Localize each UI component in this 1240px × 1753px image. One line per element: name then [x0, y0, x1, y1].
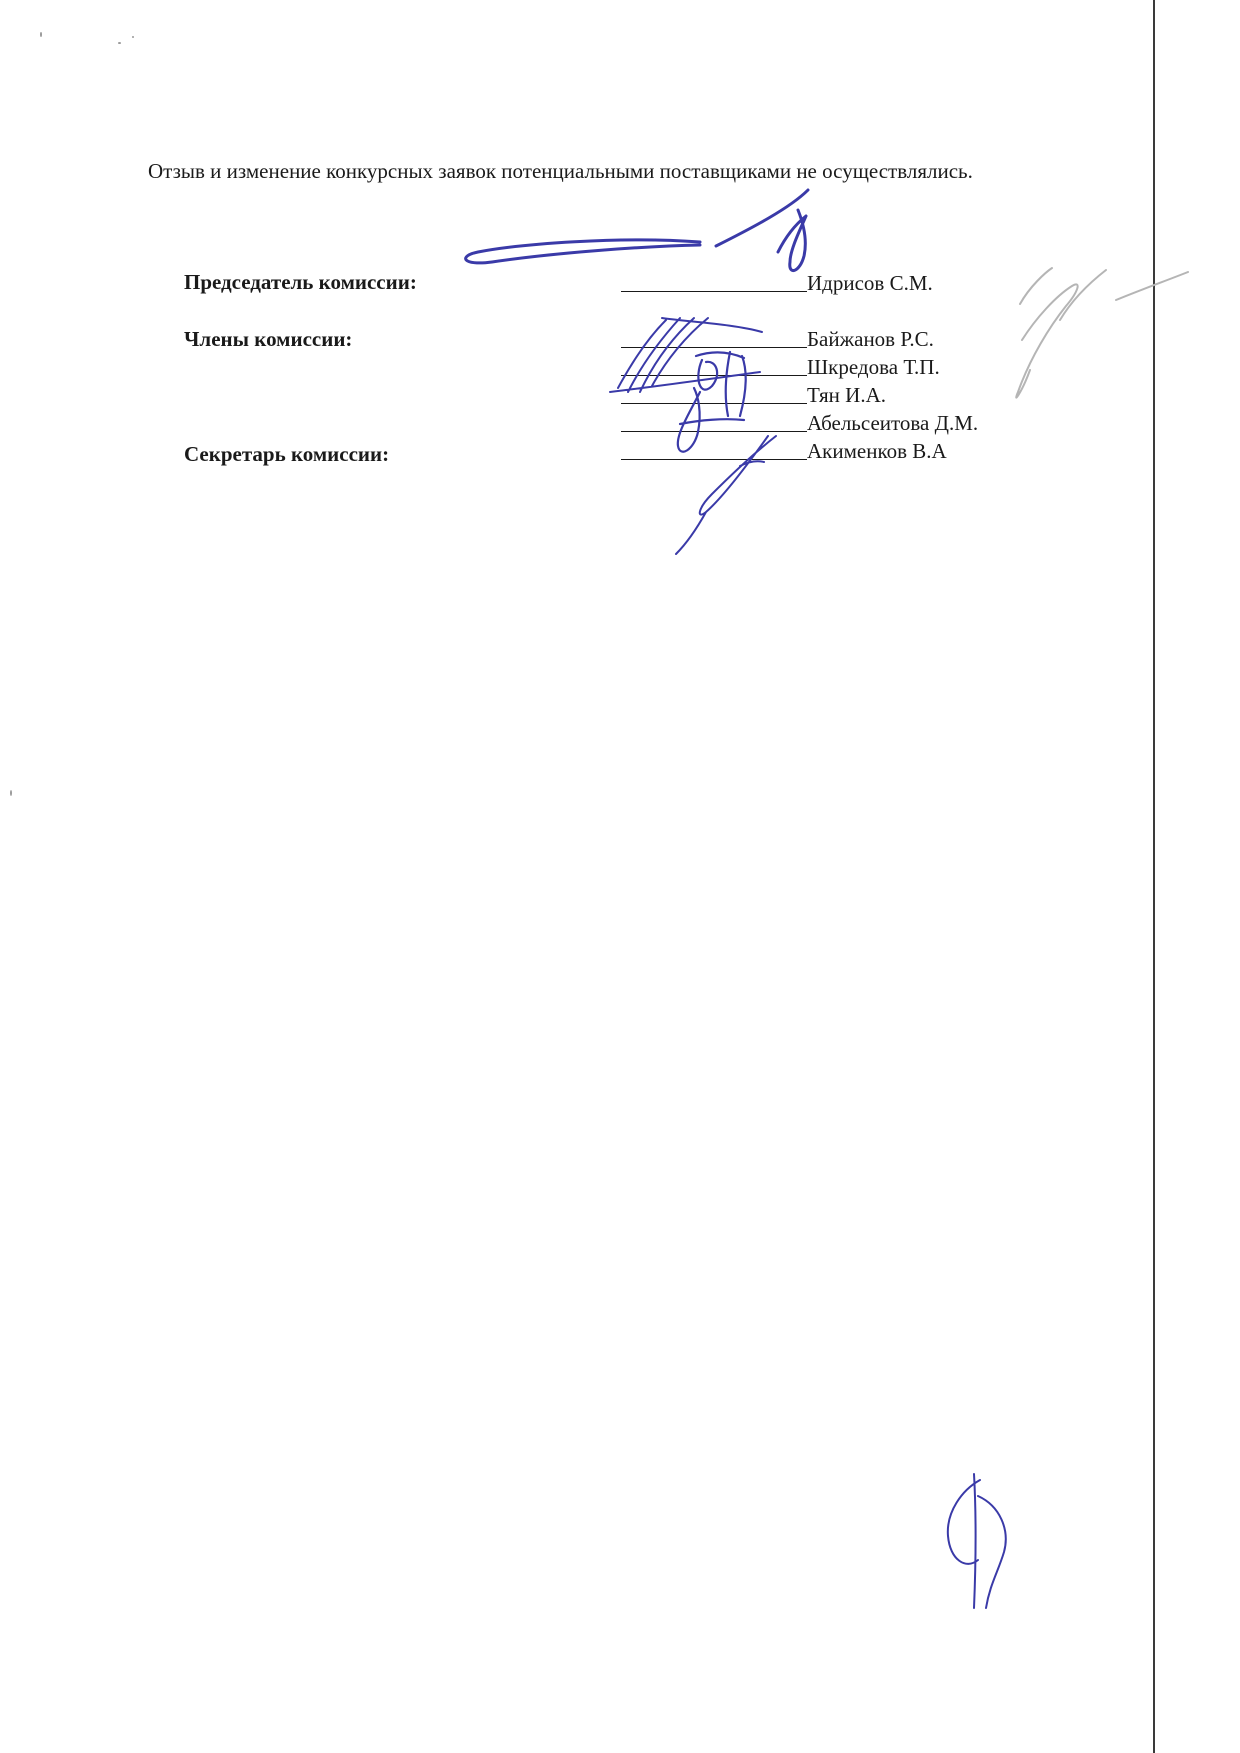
chairman-signature-row [621, 268, 933, 296]
signature-line [621, 403, 807, 404]
chairman-name: Идрисов С.М. [807, 271, 933, 295]
secretary-name: Акименков В.А [807, 439, 947, 463]
signature-line [621, 375, 807, 376]
secretary-signature-row [621, 436, 947, 464]
signature-line [621, 431, 807, 432]
member-name: Шкредова Т.П. [807, 355, 940, 379]
member-name: Абельсеитова Д.М. [807, 411, 979, 435]
chairman-signature [466, 190, 808, 271]
page-initial-signature [948, 1474, 1006, 1608]
scan-speck [118, 42, 121, 44]
member-signature-row [621, 352, 940, 380]
signature-line [621, 459, 807, 460]
scan-speck [132, 36, 134, 38]
member-signature-row [621, 408, 978, 436]
page-edge [1153, 0, 1155, 1753]
signature-line [621, 291, 807, 292]
member-signature-row [621, 324, 934, 352]
signature-line [621, 347, 807, 348]
pencil-signature [1016, 268, 1188, 398]
member-signature-row [621, 380, 886, 408]
chairman-label: Председатель комиссии: [184, 270, 417, 294]
member-name: Байжанов Р.С. [807, 327, 934, 351]
intro-statement: Отзыв и изменение конкурсных заявок потенциальными поставщиками не осуществлялись. [148, 159, 973, 183]
scan-speck [10, 790, 12, 796]
member-name: Тян И.А. [807, 383, 887, 407]
secretary-label: Секретарь комиссии: [184, 442, 390, 466]
members-label: Члены комиссии: [184, 327, 353, 351]
scan-speck [40, 32, 42, 37]
